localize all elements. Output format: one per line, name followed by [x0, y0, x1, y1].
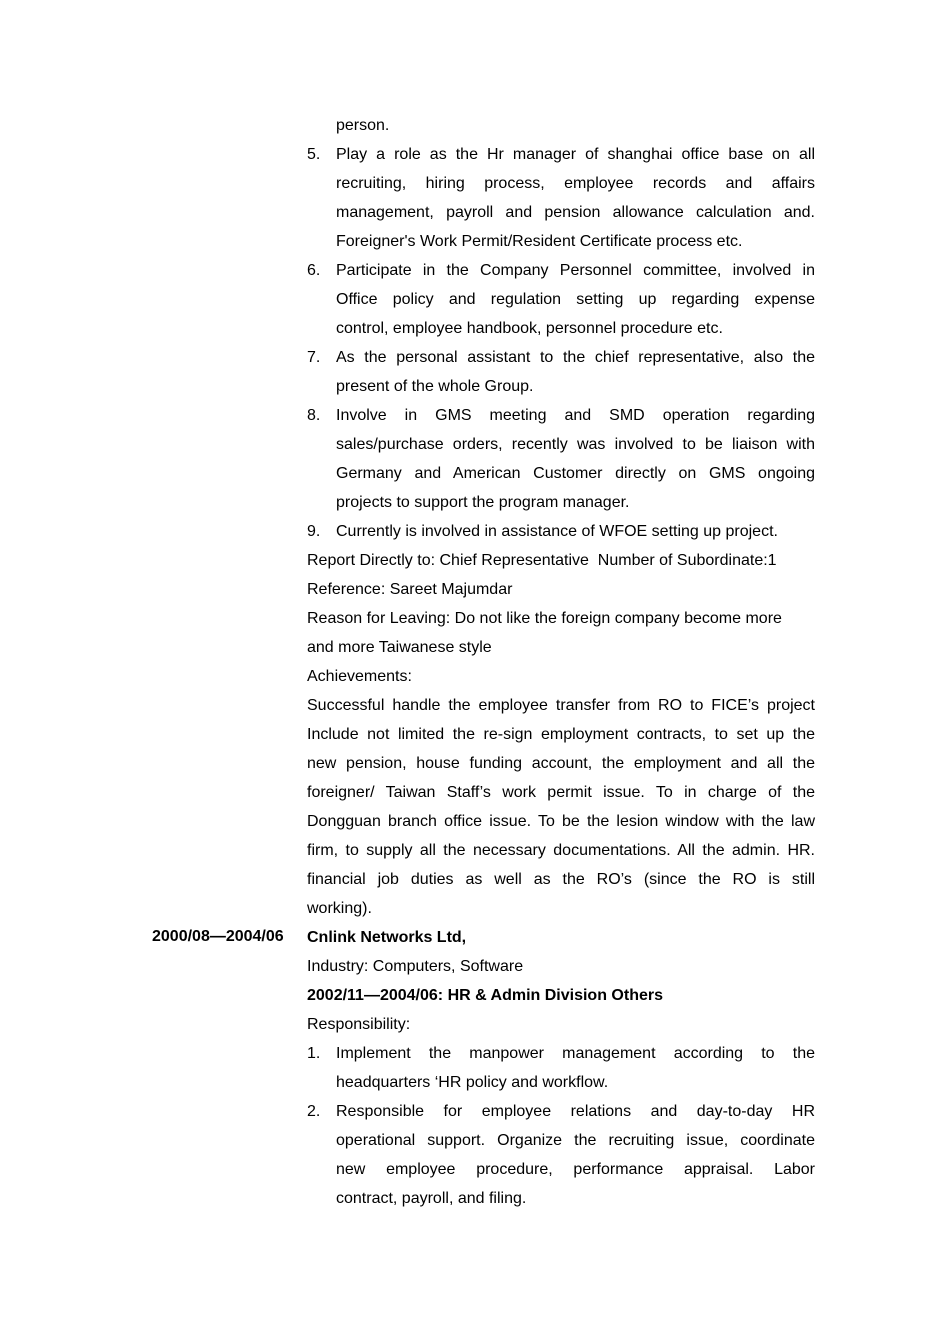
list-item-9: [307, 517, 815, 546]
list-line: contract, payroll, and filing.: [336, 1190, 527, 1207]
reference-line: Reference: Sareet Majumdar: [307, 581, 513, 598]
list-line: Currently is involved in assistance of WFOE setting up project.: [336, 523, 778, 540]
list-line: Office policy and regulation setting up regarding expense: [336, 291, 815, 308]
list-item-6: [307, 256, 815, 343]
paragraph-line: foreigner/ Taiwan Staff’s work permit issue. To in charge of the: [307, 784, 815, 801]
list-line: Play a role as the Hr manager of shanghai office base on all: [336, 146, 815, 163]
report-line: Report Directly to: Chief Representative Number of Subordinate:1: [307, 552, 777, 569]
list-number: 6.: [307, 262, 321, 279]
list-item-7: [307, 343, 815, 401]
list-item-8: [307, 401, 815, 517]
list-number: 2.: [307, 1103, 321, 1120]
paragraph-line: working).: [307, 900, 372, 917]
reason-line: and more Taiwanese style: [307, 639, 492, 656]
paragraph-line: Successful handle the employee transfer from RO to FICE’s project: [307, 697, 815, 714]
list-line: headquarters ‘HR policy and workflow.: [336, 1074, 609, 1091]
list-line: Involve in GMS meeting and SMD operation regarding: [336, 407, 815, 424]
industry-line: Industry: Computers, Software: [307, 958, 524, 975]
continuation-text: person.: [336, 117, 390, 134]
list-line: projects to support the program manager.: [336, 494, 630, 511]
paragraph-line: Include not limited the re-sign employment contracts, to set up the: [307, 726, 815, 743]
company-name: Cnlink Networks Ltd,: [307, 929, 467, 946]
list-number: 9.: [307, 523, 321, 540]
list-line: Implement the manpower management according to the: [336, 1045, 815, 1062]
list-line: Participate in the Company Personnel committee, involved in: [336, 262, 815, 279]
list-line: operational support. Organize the recruiting issue, coordinate: [336, 1132, 815, 1149]
list-line: recruiting, hiring process, employee records and affairs: [336, 175, 815, 192]
list-line: As the personal assistant to the chief representative, also the: [336, 349, 815, 366]
paragraph-line: firm, to supply all the necessary documentations. All the admin. HR.: [307, 842, 815, 859]
paragraph-line: financial job duties as well as the RO’s (since the RO is still: [307, 871, 815, 888]
list-line: sales/purchase orders, recently was involved to be liaison with: [336, 436, 815, 453]
list-item-2: [307, 1097, 815, 1213]
list-number: 8.: [307, 407, 321, 424]
list-line: Responsible for employee relations and day-to-day HR: [336, 1103, 815, 1120]
list-number: 7.: [307, 349, 321, 366]
list-number: 5.: [307, 146, 321, 163]
list-item-5: [307, 140, 815, 256]
list-line: Foreigner's Work Permit/Resident Certificate process etc.: [336, 233, 743, 250]
responsibility-label: Responsibility:: [307, 1016, 411, 1033]
reason-line: Reason for Leaving: Do not like the foreign company become more: [307, 610, 782, 627]
position-title: 2002/11—2004/06: HR & Admin Division Others: [307, 987, 663, 1004]
list-line: present of the whole Group.: [336, 378, 534, 395]
achievements-label: Achievements:: [307, 668, 412, 685]
list-line: Germany and American Customer directly on GMS ongoing: [336, 465, 815, 482]
list-item-1: [307, 1039, 815, 1097]
list-number: 1.: [307, 1045, 321, 1062]
list-line: new employee procedure, performance appraisal. Labor: [336, 1161, 815, 1178]
main-column: [307, 111, 815, 1213]
employment-period: 2000/08—2004/06: [152, 928, 284, 945]
paragraph-line: new pension, house funding account, the employment and all the: [307, 755, 815, 772]
achievements-paragraph: [307, 691, 815, 923]
list-line: management, payroll and pension allowance calculation and.: [336, 204, 815, 221]
list-line: control, employee handbook, personnel procedure etc.: [336, 320, 723, 337]
paragraph-line: Dongguan branch office issue. To be the lesion window with the law: [307, 813, 815, 830]
